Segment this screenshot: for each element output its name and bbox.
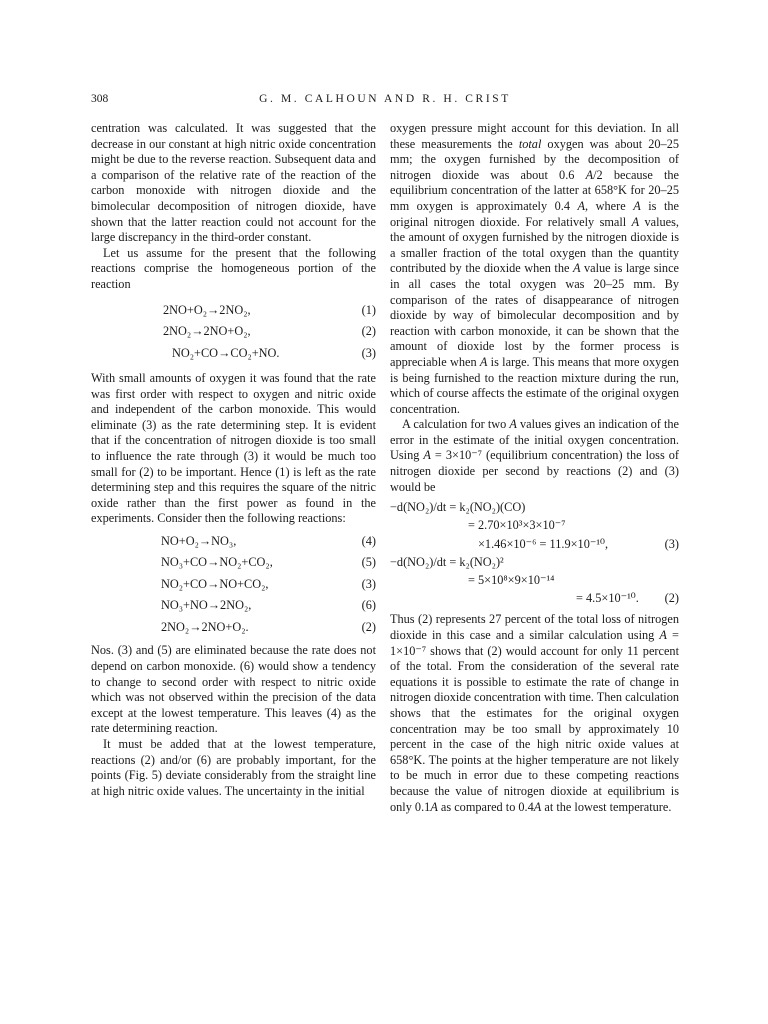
right-paragraph-2 bbox=[390, 417, 679, 495]
equation-number: (2) bbox=[361, 619, 376, 634]
left-column bbox=[91, 121, 376, 799]
equation-expression: NO₃+NO→2NO₂, bbox=[161, 598, 252, 613]
page-header bbox=[91, 93, 679, 111]
left-paragraph-2: Let us assume for the present that the following reactions comprise the homogeneous portion of the reaction bbox=[91, 245, 376, 291]
equation bbox=[91, 617, 376, 639]
text-run: = 1×10⁻⁷ shows that (2) would account for only 11 percent of the total. From the consideration of the several rate equations it is possible to estimate the rate of change in nitrogen dioxide concentration with time. Then calculation shows that the estimates for the original oxygen concentration may be too small by approximately 10 percent in the case of the high nitric oxide values at 658°K. The points at the higher temperature are not likely to be much in error due to these competing reactions because the value of nitrogen dioxide at equilibrium is only 0.1 bbox=[390, 627, 680, 814]
equation-number: (5) bbox=[361, 555, 376, 570]
calc-expression: = 5×10⁸×9×10⁻¹⁴ bbox=[468, 573, 555, 587]
text-run: = 3×10⁻⁷ (equilibrium concentration) the loss of nitrogen dioxide per second by reactions (2) and (3) would be bbox=[390, 448, 679, 494]
right-paragraph-3 bbox=[390, 612, 679, 815]
equation bbox=[91, 595, 376, 617]
italic-variable: A bbox=[430, 799, 438, 814]
text-run: as compared to 0.4 bbox=[437, 799, 534, 814]
italic-variable: A bbox=[423, 448, 431, 463]
equation bbox=[91, 343, 376, 365]
right-paragraph-1 bbox=[390, 121, 679, 417]
text-run: is the original nitrogen dioxide. For relatively small bbox=[390, 198, 679, 229]
text-run: at the lowest temperature. bbox=[541, 799, 672, 814]
text-run: is large. This means that more oxygen is being furnished to the reaction mixture during the run, which of course affects the estimate of the original oxygen concentration. bbox=[390, 354, 679, 416]
equation-expression: 2NO₂→2NO+O₂, bbox=[163, 324, 251, 339]
left-paragraph-5: It must be added that at the lowest temperature, reactions (2) and/or (6) are probably important, for the points (Fig. 5) deviate considerably from the straight line at high nitric oxide values. The uncertainty in the initial bbox=[91, 737, 376, 798]
text-run: oxygen was about 20–25 mm; the oxygen furnished by the decomposition of nitrogen dioxide was about 0.6 bbox=[390, 136, 679, 182]
equation-expression: NO+O₂→NO₃, bbox=[161, 533, 237, 548]
text-run: value is large since in all cases the total oxygen was 20–25 mm. By comparison of the rates of disappearance of nitrogen dioxide by way of bimolecular decomposition and by reaction with carbon monoxide, it can be shown that the amount of dioxide lost by the former process is appreciable when bbox=[390, 261, 680, 369]
equation-number: (4) bbox=[361, 533, 376, 548]
equation-expression: NO₂+CO→CO₂+NO. bbox=[172, 345, 280, 360]
italic-variable: A bbox=[633, 198, 641, 213]
equation-expression: 2NO+O₂→2NO₂, bbox=[163, 302, 251, 317]
equation-number: (1) bbox=[361, 302, 376, 317]
calc-number: (3) bbox=[664, 536, 679, 551]
italic-total: total bbox=[518, 136, 542, 151]
italic-variable: A bbox=[479, 354, 488, 369]
equation-group-a bbox=[91, 300, 376, 365]
equation-expression: NO₂+CO→NO+CO₂, bbox=[161, 576, 269, 591]
running-head: G. M. CALHOUN AND R. H. CRIST bbox=[259, 93, 511, 105]
calc-number: (2) bbox=[664, 591, 679, 606]
equation bbox=[91, 531, 376, 553]
left-paragraph-3: With small amounts of oxygen it was found that the rate was first order with respect to oxygen and nitric oxide and independent of the carbon monoxide. This would eliminate (3) as the rate determining step. It is evident that if the concentration of nitrogen dioxide is too small to influence the rate through (3) it would be much too small for (2) to be important. Hence (1) is left as the rate determining step and this requires the square of the nitric oxide rather than the first power as found in the experiments. Consider then the following reactions: bbox=[91, 371, 376, 526]
italic-variable: A bbox=[659, 627, 667, 642]
equation-expression: NO₃+CO→NO₂+CO₂, bbox=[161, 555, 273, 570]
italic-variable: A bbox=[533, 799, 542, 814]
text-run: A calculation for two bbox=[402, 417, 510, 432]
calc-line bbox=[390, 571, 679, 589]
calc-expression: −d(NO₂)/dt = k₂(NO₂)(CO) bbox=[390, 500, 526, 515]
text-run: , where bbox=[585, 198, 634, 213]
page-number: 308 bbox=[91, 93, 109, 105]
calc-expression: = 4.5×10⁻¹⁰. bbox=[576, 591, 639, 606]
text-run: oxygen pressure might account for this deviation. In all these measurements the bbox=[390, 121, 679, 151]
calc-line bbox=[390, 498, 679, 516]
calc-line bbox=[390, 553, 679, 571]
italic-variable: A bbox=[631, 214, 640, 229]
rate-calculation bbox=[390, 498, 679, 607]
equation bbox=[91, 574, 376, 596]
left-paragraph-1: centration was calculated. It was suggested that the decrease in our constant at high nitric oxide concentration might be due to the reverse reaction. Subsequent data and a comparison of the relative rate of the reaction of the carbon monoxide with nitrogen dioxide and the bimolecular decomposition of nitrogen dioxide, have shown that the latter reaction could not account for the large discrepancy in the third-order constant. bbox=[91, 121, 376, 245]
text-run: Thus (2) represents 27 percent of the total loss of nitrogen dioxide in this case and a similar calculation using bbox=[390, 612, 679, 642]
right-column bbox=[390, 121, 679, 815]
equation-group-b bbox=[91, 531, 376, 639]
italic-variable: A bbox=[572, 261, 581, 276]
text-run: /2 because the equilibrium concentration of the latter at 658°K for 20–25 mm oxygen is approximately 0.4 bbox=[390, 167, 679, 213]
calc-line bbox=[390, 516, 679, 534]
calc-line bbox=[390, 535, 679, 553]
equation-number: (3) bbox=[361, 576, 376, 591]
equation-number: (2) bbox=[361, 324, 376, 339]
text-run: values gives an indication of the error in the estimate of the initial oxygen concentration. Using bbox=[390, 417, 679, 463]
equation-number: (6) bbox=[361, 598, 376, 613]
equation bbox=[91, 321, 376, 343]
calc-line bbox=[390, 589, 679, 607]
equation bbox=[91, 300, 376, 322]
italic-variable: A bbox=[509, 417, 517, 432]
text-run: values, the amount of oxygen furnished by the nitrogen dioxide is a smaller fraction of the total oxygen than the quantity contributed by the dioxide when the bbox=[390, 214, 679, 276]
italic-variable: A bbox=[585, 167, 594, 182]
left-paragraph-4: Nos. (3) and (5) are eliminated because the rate does not depend on carbon monoxide. (6) would show a tendency to change to second order with respect to nitric oxide which was not observed within the precision of the data except at the lowest temperature. This leaves (4) as the rate determining reaction. bbox=[91, 643, 376, 736]
equation-number: (3) bbox=[361, 345, 376, 360]
equation bbox=[91, 552, 376, 574]
calc-expression: = 2.70×10³×3×10⁻⁷ bbox=[468, 518, 566, 533]
calc-expression: −d(NO₂)/dt = k₂(NO₂)² bbox=[390, 554, 504, 569]
calc-expression: ×1.46×10⁻⁶ = 11.9×10⁻¹⁰, bbox=[478, 536, 609, 551]
italic-variable: A bbox=[577, 198, 586, 213]
equation-expression: 2NO₂→2NO+O₂. bbox=[161, 619, 249, 634]
